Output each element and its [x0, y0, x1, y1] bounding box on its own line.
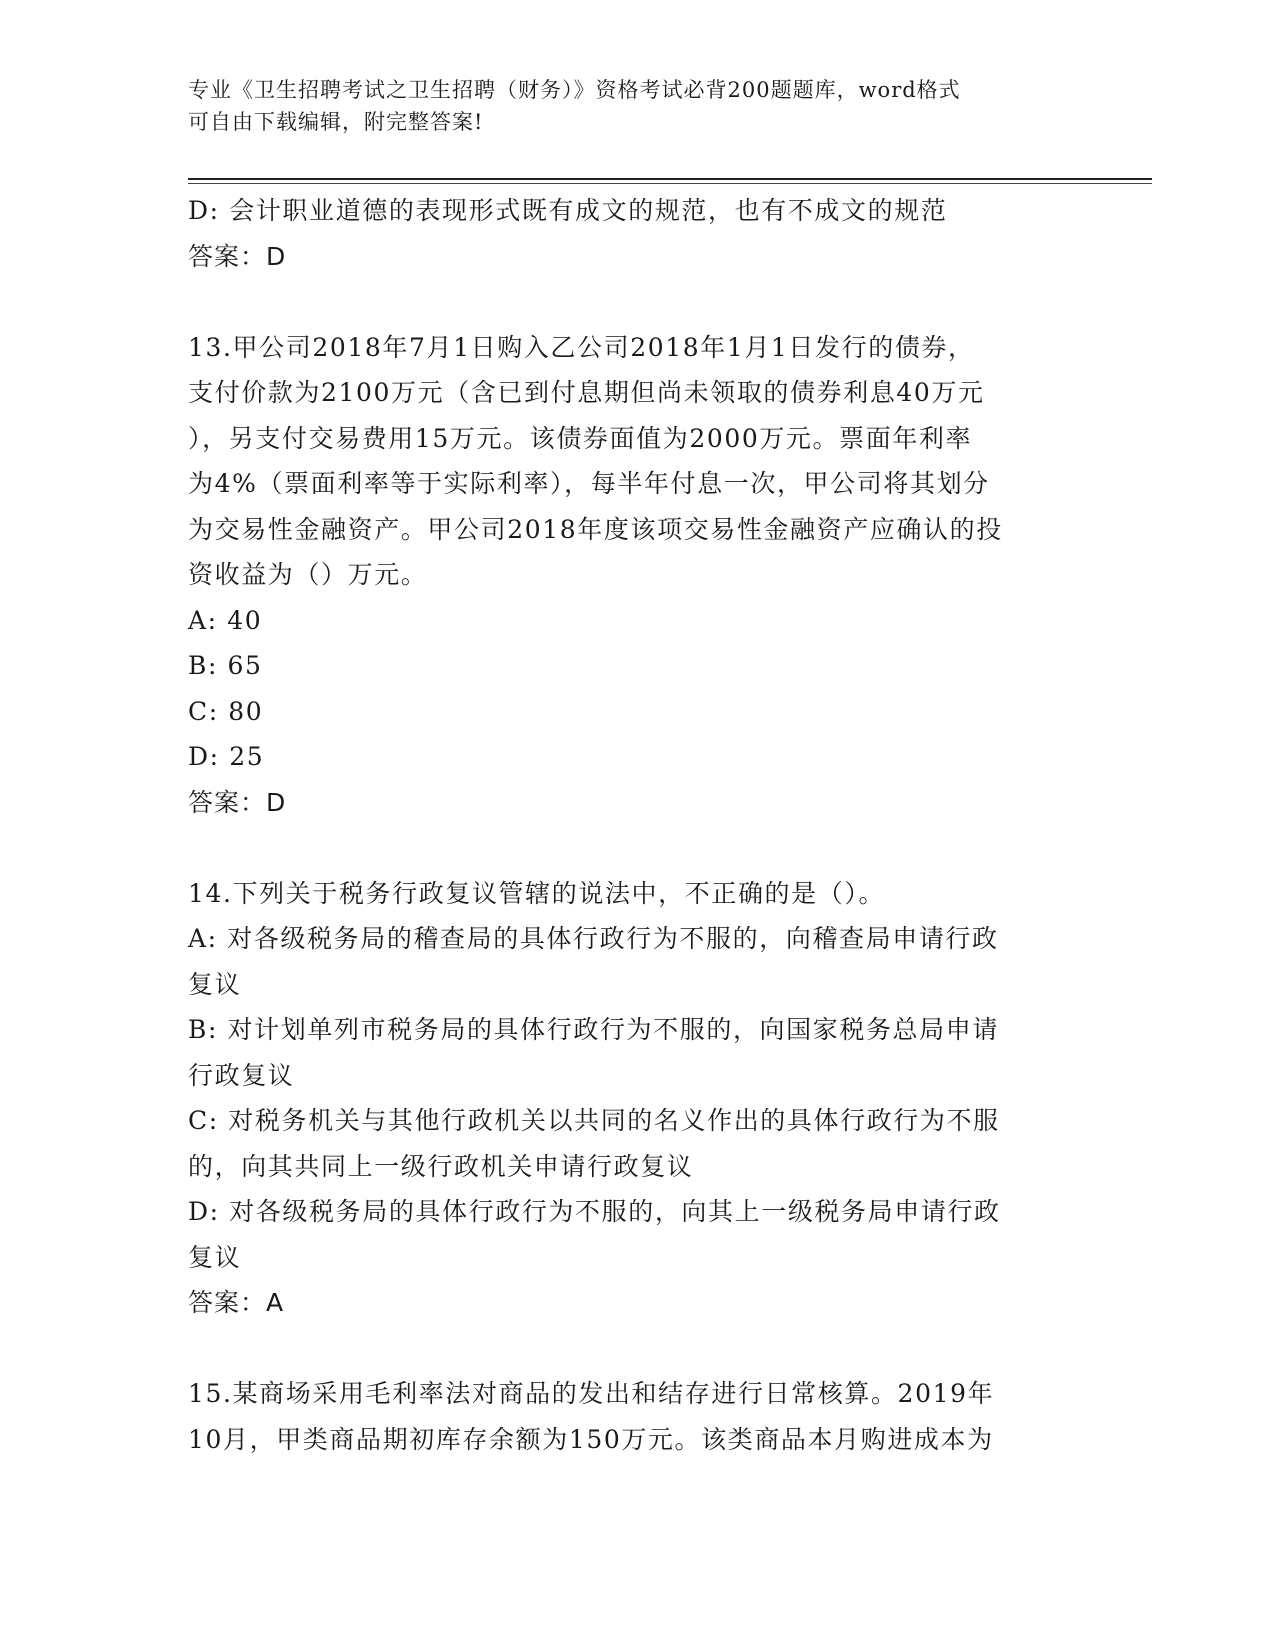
header-line-1: 专业《卫生招聘考试之卫生招聘（财务）》资格考试必背200题题库，word格式 — [188, 78, 961, 102]
option-a-continued: 复议 — [188, 969, 242, 999]
option-d-continued: 复议 — [188, 1242, 242, 1272]
question-12-tail — [188, 188, 1088, 279]
option-b: B: 65 — [188, 651, 263, 680]
option-b: B: 对计划单列市税务局的具体行政行为不服的，向国家税务总局申请 — [188, 1015, 999, 1044]
question-text-line: 为4%（票面利率等于实际利率），每半年付息一次，甲公司将其划分 — [188, 469, 990, 498]
answer-line: 答案：D — [188, 787, 287, 817]
option-c: C: 对税务机关与其他行政机关以共同的名义作出的具体行政行为不服 — [188, 1106, 1000, 1135]
document-body — [188, 188, 1088, 1462]
question-text-line: 15.某商场采用毛利率法对商品的发出和结存进行日常核算。2019年 — [188, 1379, 995, 1408]
question-13 — [188, 325, 1088, 826]
option-c-continued: 的，向其共同上一级行政机关申请行政复议 — [188, 1151, 694, 1181]
blank-line — [188, 825, 1088, 871]
question-text-line: ），另支付交易费用15万元。该债券面值为2000万元。票面年利率 — [188, 423, 973, 453]
question-14 — [188, 871, 1088, 1326]
question-15 — [188, 1371, 1088, 1462]
question-text-line: 资收益为（）万元。 — [188, 560, 428, 589]
header-rule-thick — [188, 178, 1152, 180]
option-d: D: 25 — [188, 742, 265, 771]
answer-line: 答案：A — [188, 1288, 285, 1317]
question-text-line: 13.甲公司2018年7月1日购入乙公司2018年1月1日发行的债券， — [188, 332, 975, 362]
answer-line: 答案：D — [188, 241, 287, 271]
question-text-line: 支付价款为2100万元（含已到付息期但尚未领取的债券利息40万元 — [188, 378, 985, 407]
question-text-line: 10月，甲类商品期初库存余额为150万元。该类商品本月购进成本为 — [188, 1424, 994, 1454]
question-text-line: 为交易性金融资产。甲公司2018年度该项交易性金融资产应确认的投 — [188, 514, 1003, 544]
option-c: C: 80 — [188, 696, 264, 726]
document-header — [188, 74, 1068, 138]
option-b-continued: 行政复议 — [188, 1060, 295, 1090]
question-text-line: 14.下列关于税务行政复议管辖的说法中，不正确的是（）。 — [188, 878, 886, 908]
blank-line — [188, 1326, 1088, 1372]
header-rule-thin — [188, 183, 1152, 184]
option-d: D: 会计职业道德的表现形式既有成文的规范，也有不成文的规范 — [188, 196, 948, 225]
option-d: D: 对各级税务局的具体行政行为不服的，向其上一级税务局申请行政 — [188, 1197, 1001, 1226]
option-a: A: 40 — [188, 605, 263, 635]
header-line-2: 可自由下载编辑，附完整答案! — [188, 110, 484, 134]
option-a: A: 对各级税务局的稽查局的具体行政行为不服的，向稽查局申请行政 — [188, 924, 999, 953]
blank-line — [188, 279, 1088, 325]
